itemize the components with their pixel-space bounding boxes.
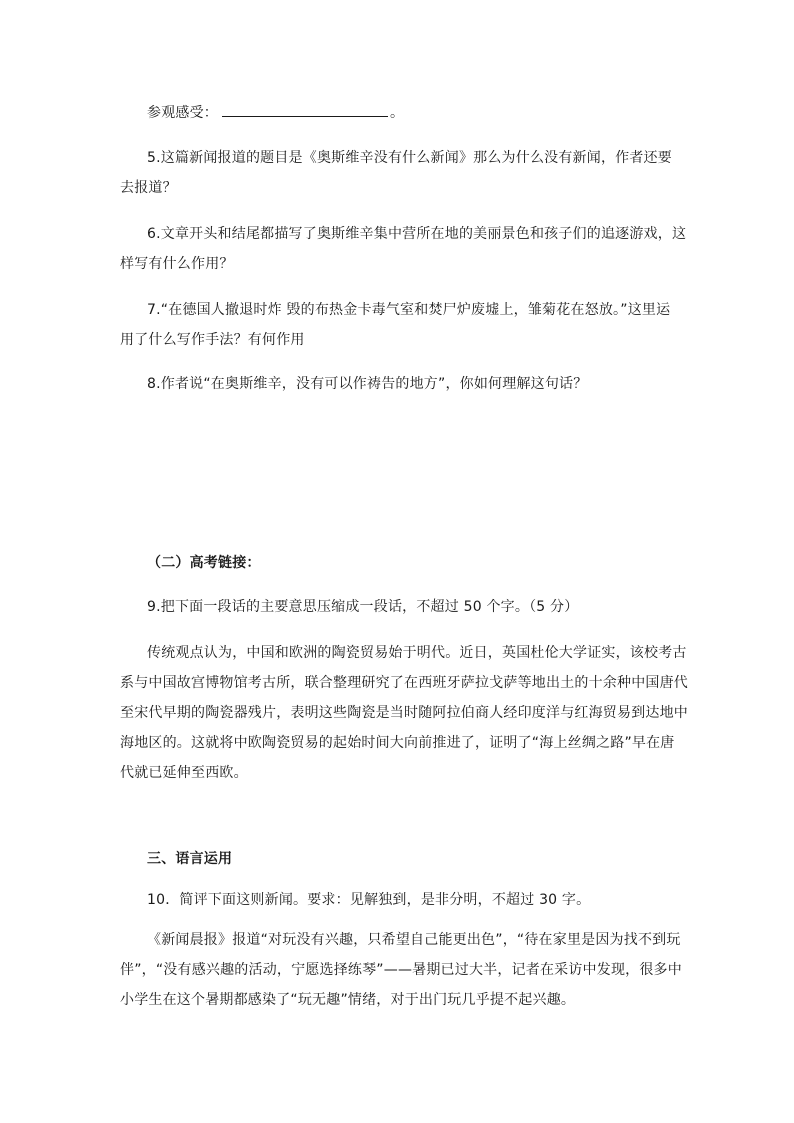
news-line-3: 小学生在这个暑期都感染了“玩无趣”情绪，对于出门玩几乎提不起兴趣。 [120,992,576,1008]
section-3-heading: 三、语言运用 [147,851,233,867]
answer-blank[interactable] [222,104,388,117]
question-9-line-1: 9.把下面一段话的主要意思压缩成一段话，不超过 50 个字。（5 分） [147,599,579,615]
question-7-line-1: 7.“在德国人撤退时炸 毁的布热金卡毒气室和焚尸炉废墟上，雏菊花在怒放。”这里运 [147,302,671,318]
passage-line-2: 系与中国故宫博物馆考古所，联合整理研究了在西班牙萨拉戈萨等地出土的十余种中国唐代 [120,675,688,691]
news-line-2: 伴”，“没有感兴趣的活动，宁愿选择练琴”——暑期已过大半，记者在采访中发现，很多中 [120,962,682,978]
passage-line-3: 至宋代早期的陶瓷器残片，表明这些陶瓷是当时随阿拉伯商人经印度洋与红海贸易到达地中 [120,705,688,721]
section-2-heading: （二）高考链接： [147,555,261,571]
question-10-line-1: 10．简评下面这则新闻。要求：见解独到，是非分明，不超过 30 字。 [147,892,591,908]
question-8-line-1: 8.作者说“在奥斯维辛，没有可以作祷告的地方”，你如何理解这句话？ [147,376,588,392]
question-5-line-2: 去报道？ [120,180,177,196]
visit-impression-end: 。 [390,105,405,121]
passage-line-4: 海地区的。这就将中欧陶瓷贸易的起始时间大向前推进了，证明了“海上丝绸之路”早在唐 [120,735,675,751]
visit-impression-label: 参观感受： [147,105,218,121]
question-7-line-2: 用了什么写作手法？有何作用 [120,332,305,348]
question-5-line-1: 5.这篇新闻报道的题目是《奥斯维辛没有什么新闻》那么为什么没有新闻，作者还要 [147,150,672,166]
passage-line-1: 传统观点认为，中国和欧洲的陶瓷贸易始于明代。近日，英国杜伦大学证实，该校考古 [147,645,687,661]
visit-impression-line [147,104,404,122]
news-line-1: 《新闻晨报》报道“对玩没有兴趣，只希望自己能更出色”，“待在家里是因为找不到玩 [147,932,681,948]
passage-line-5: 代就已延伸至西欧。 [120,765,248,781]
question-6-line-1: 6.文章开头和结尾都描写了奥斯维辛集中营所在地的美丽景色和孩子们的追逐游戏，这 [147,226,687,242]
question-6-line-2: 样写有什么作用？ [120,256,234,272]
